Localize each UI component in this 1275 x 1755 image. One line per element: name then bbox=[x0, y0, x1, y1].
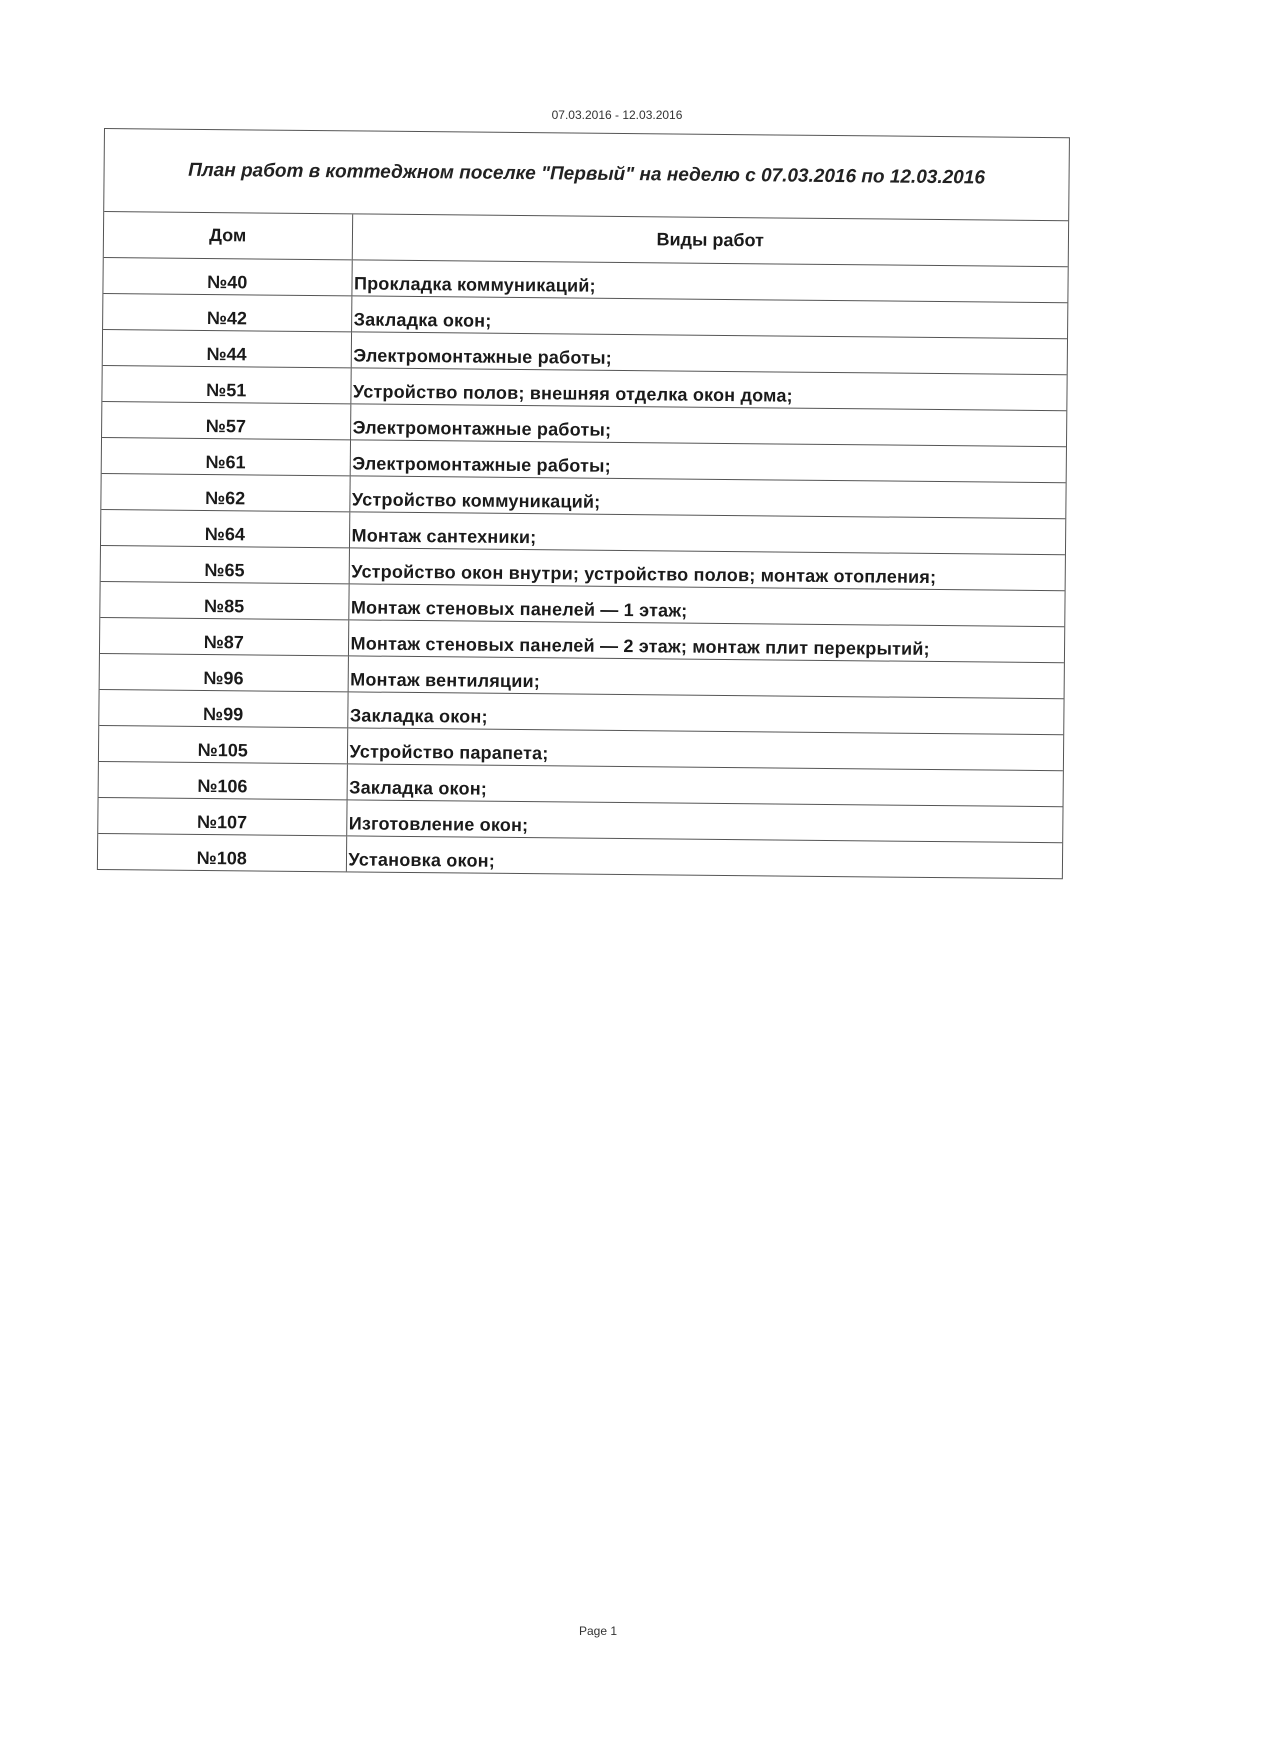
page-number: Page 1 bbox=[578, 1624, 618, 1638]
work-type-cell: Закладка окон; bbox=[347, 764, 1063, 807]
house-number-cell: №96 bbox=[100, 653, 348, 691]
column-header-work-types: Виды работ bbox=[352, 214, 1068, 266]
work-type-cell: Изготовление окон; bbox=[346, 800, 1062, 843]
work-type-cell: Устройство полов; внешняя отделка окон дома; bbox=[350, 368, 1066, 411]
work-type-cell: Монтаж сантехники; bbox=[349, 512, 1065, 555]
work-type-cell: Установка окон; bbox=[346, 836, 1062, 878]
house-number-cell: №61 bbox=[102, 437, 350, 475]
work-type-cell: Закладка окон; bbox=[351, 296, 1067, 339]
house-number-cell: №44 bbox=[103, 330, 351, 368]
house-number-cell: №62 bbox=[101, 473, 349, 511]
house-number-cell: №107 bbox=[98, 797, 346, 835]
house-number-cell: №87 bbox=[100, 617, 348, 655]
work-plan-table bbox=[97, 128, 1070, 879]
work-type-cell: Электромонтажные работы; bbox=[350, 440, 1066, 483]
house-number-cell: №105 bbox=[99, 725, 347, 763]
work-type-cell: Устройство парапета; bbox=[347, 728, 1063, 771]
work-type-cell: Закладка окон; bbox=[347, 692, 1063, 735]
house-number-cell: №106 bbox=[99, 761, 347, 799]
house-number-cell: №99 bbox=[99, 689, 347, 727]
house-number-cell: №51 bbox=[102, 365, 350, 403]
work-type-cell: Монтаж стеновых панелей — 1 этаж; bbox=[348, 584, 1064, 627]
work-type-cell: Устройство окон внутри; устройство полов; монтаж отопления; bbox=[349, 548, 1065, 591]
house-number-cell: №57 bbox=[102, 401, 350, 439]
work-plan-grid bbox=[98, 212, 1068, 878]
work-type-cell: Прокладка коммуникаций; bbox=[351, 260, 1067, 303]
house-number-cell: №85 bbox=[100, 581, 348, 619]
house-number-cell: №108 bbox=[98, 833, 346, 871]
house-number-cell: №40 bbox=[103, 258, 351, 296]
work-type-cell: Устройство коммуникаций; bbox=[349, 476, 1065, 519]
house-number-cell: №42 bbox=[103, 294, 351, 332]
table-title: План работ в коттеджном поселке "Первый" на неделю с 07.03.2016 по 12.03.2016 bbox=[104, 129, 1069, 221]
house-number-cell: №64 bbox=[101, 509, 349, 547]
page-header-date-range: 07.03.2016 - 12.03.2016 bbox=[551, 108, 683, 122]
house-number-cell: №65 bbox=[101, 545, 349, 583]
column-header-house: Дом bbox=[209, 225, 247, 246]
work-type-cell: Монтаж стеновых панелей — 2 этаж; монтаж плит перекрытий; bbox=[348, 620, 1064, 663]
work-type-cell: Монтаж вентиляции; bbox=[348, 656, 1064, 699]
work-type-cell: Электромонтажные работы; bbox=[351, 332, 1067, 375]
work-type-cell: Электромонтажные работы; bbox=[350, 404, 1066, 447]
